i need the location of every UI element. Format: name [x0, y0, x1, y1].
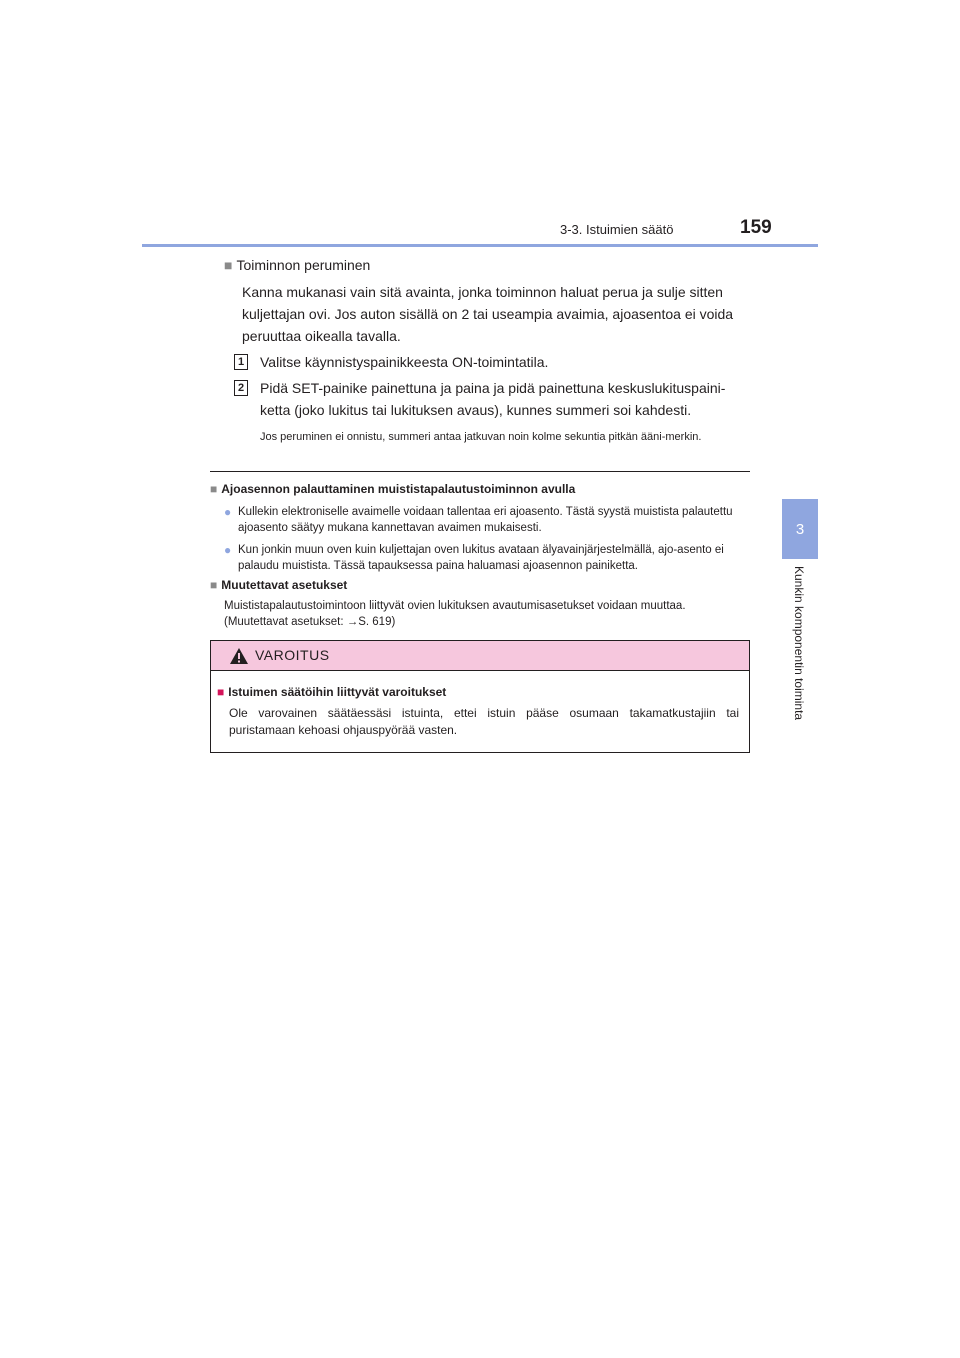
cancel-paragraph: Kanna mukanasi vain sitä avainta, jonka toiminnon haluat perua ja sulje sitten kuljettajan ovi. Jos auton sisällä on 2 tai useampia avaimia, ajoasentoa ei voida peruuttaa oikealla tavalla.: [242, 284, 734, 344]
section-divider: [210, 471, 750, 472]
info-heading-settings: [210, 578, 347, 592]
warning-box: [210, 640, 750, 753]
chapter-tab: [782, 499, 818, 559]
warning-body: Ole varovainen säätäessäsi istuinta, ettei istuin pääse osumaan takamatkustajiin tai puristamaan kehoasi ohjauspyörää vasten.: [229, 706, 739, 737]
step-text: Valitse käynnistyspainikkeesta ON-toimintatila.: [260, 354, 549, 370]
info-heading-text: Muutettavat asetukset: [221, 578, 348, 592]
warning-triangle-icon: [229, 647, 249, 665]
step-number-badge: 1: [234, 354, 248, 370]
list-item-text: Kun jonkin muun oven kuin kuljettajan oven lukitus avataan älyavainjärjestelmällä, ajo-asento ei palaudu muistista. Tässä tapauksessa paina haluamasi ajoasennon painiketta.: [238, 544, 724, 572]
cancel-note: Jos peruminen ei onnistu, summeri antaa jatkuvan noin kolme sekuntia pitkän ääni-merkin.: [260, 431, 702, 443]
info-heading-memory: [210, 482, 575, 496]
settings-body-line: Muististapalautustoimintoon liittyvät ovien lukituksen avautumisasetukset voidaan muuttaa.: [224, 600, 686, 612]
step-text: Pidä SET-painike painettuna ja paina ja pidä painettuna keskuslukituspaini-ketta (joko lukitus tai lukituksen avaus), kunnes summeri soi kahdesti.: [260, 380, 726, 418]
page-number: 159: [740, 217, 772, 238]
square-bullet-icon: ■: [210, 578, 218, 592]
section-title: 3-3. Istuimien säätö: [560, 222, 674, 237]
square-bullet-icon: ■: [210, 482, 218, 496]
settings-body: [224, 598, 750, 630]
round-bullet-icon: ●: [224, 543, 232, 557]
square-bullet-icon: ■: [217, 685, 225, 699]
header-rule: [142, 244, 818, 247]
square-bullet-icon: ■: [224, 257, 233, 273]
round-bullet-icon: ●: [224, 505, 232, 519]
chapter-title: Kunkin komponentin toiminta: [792, 566, 806, 721]
info-heading-text: Ajoasennon palauttaminen muististapalautustoiminnon avulla: [221, 482, 576, 496]
warning-subheading: [217, 685, 446, 699]
page-header: [0, 0, 960, 250]
cancel-heading: [224, 257, 370, 273]
settings-reference: (Muutettavat asetukset: →S. 619): [224, 616, 396, 628]
warning-header: [211, 641, 749, 671]
step-number-badge: 2: [234, 380, 248, 396]
chapter-number: 3: [795, 520, 805, 538]
warning-title: VAROITUS: [255, 647, 330, 663]
cancel-heading-text: Toiminnon peruminen: [236, 257, 371, 273]
list-item-text: Kullekin elektroniselle avaimelle voidaan tallentaa eri ajoasento. Tästä syystä muistista palautettu ajoasento säätyy mukana kannettavan avaimen mukaisesti.: [238, 506, 733, 534]
warning-subheading-text: Istuimen säätöihin liittyvät varoitukset: [228, 685, 447, 699]
